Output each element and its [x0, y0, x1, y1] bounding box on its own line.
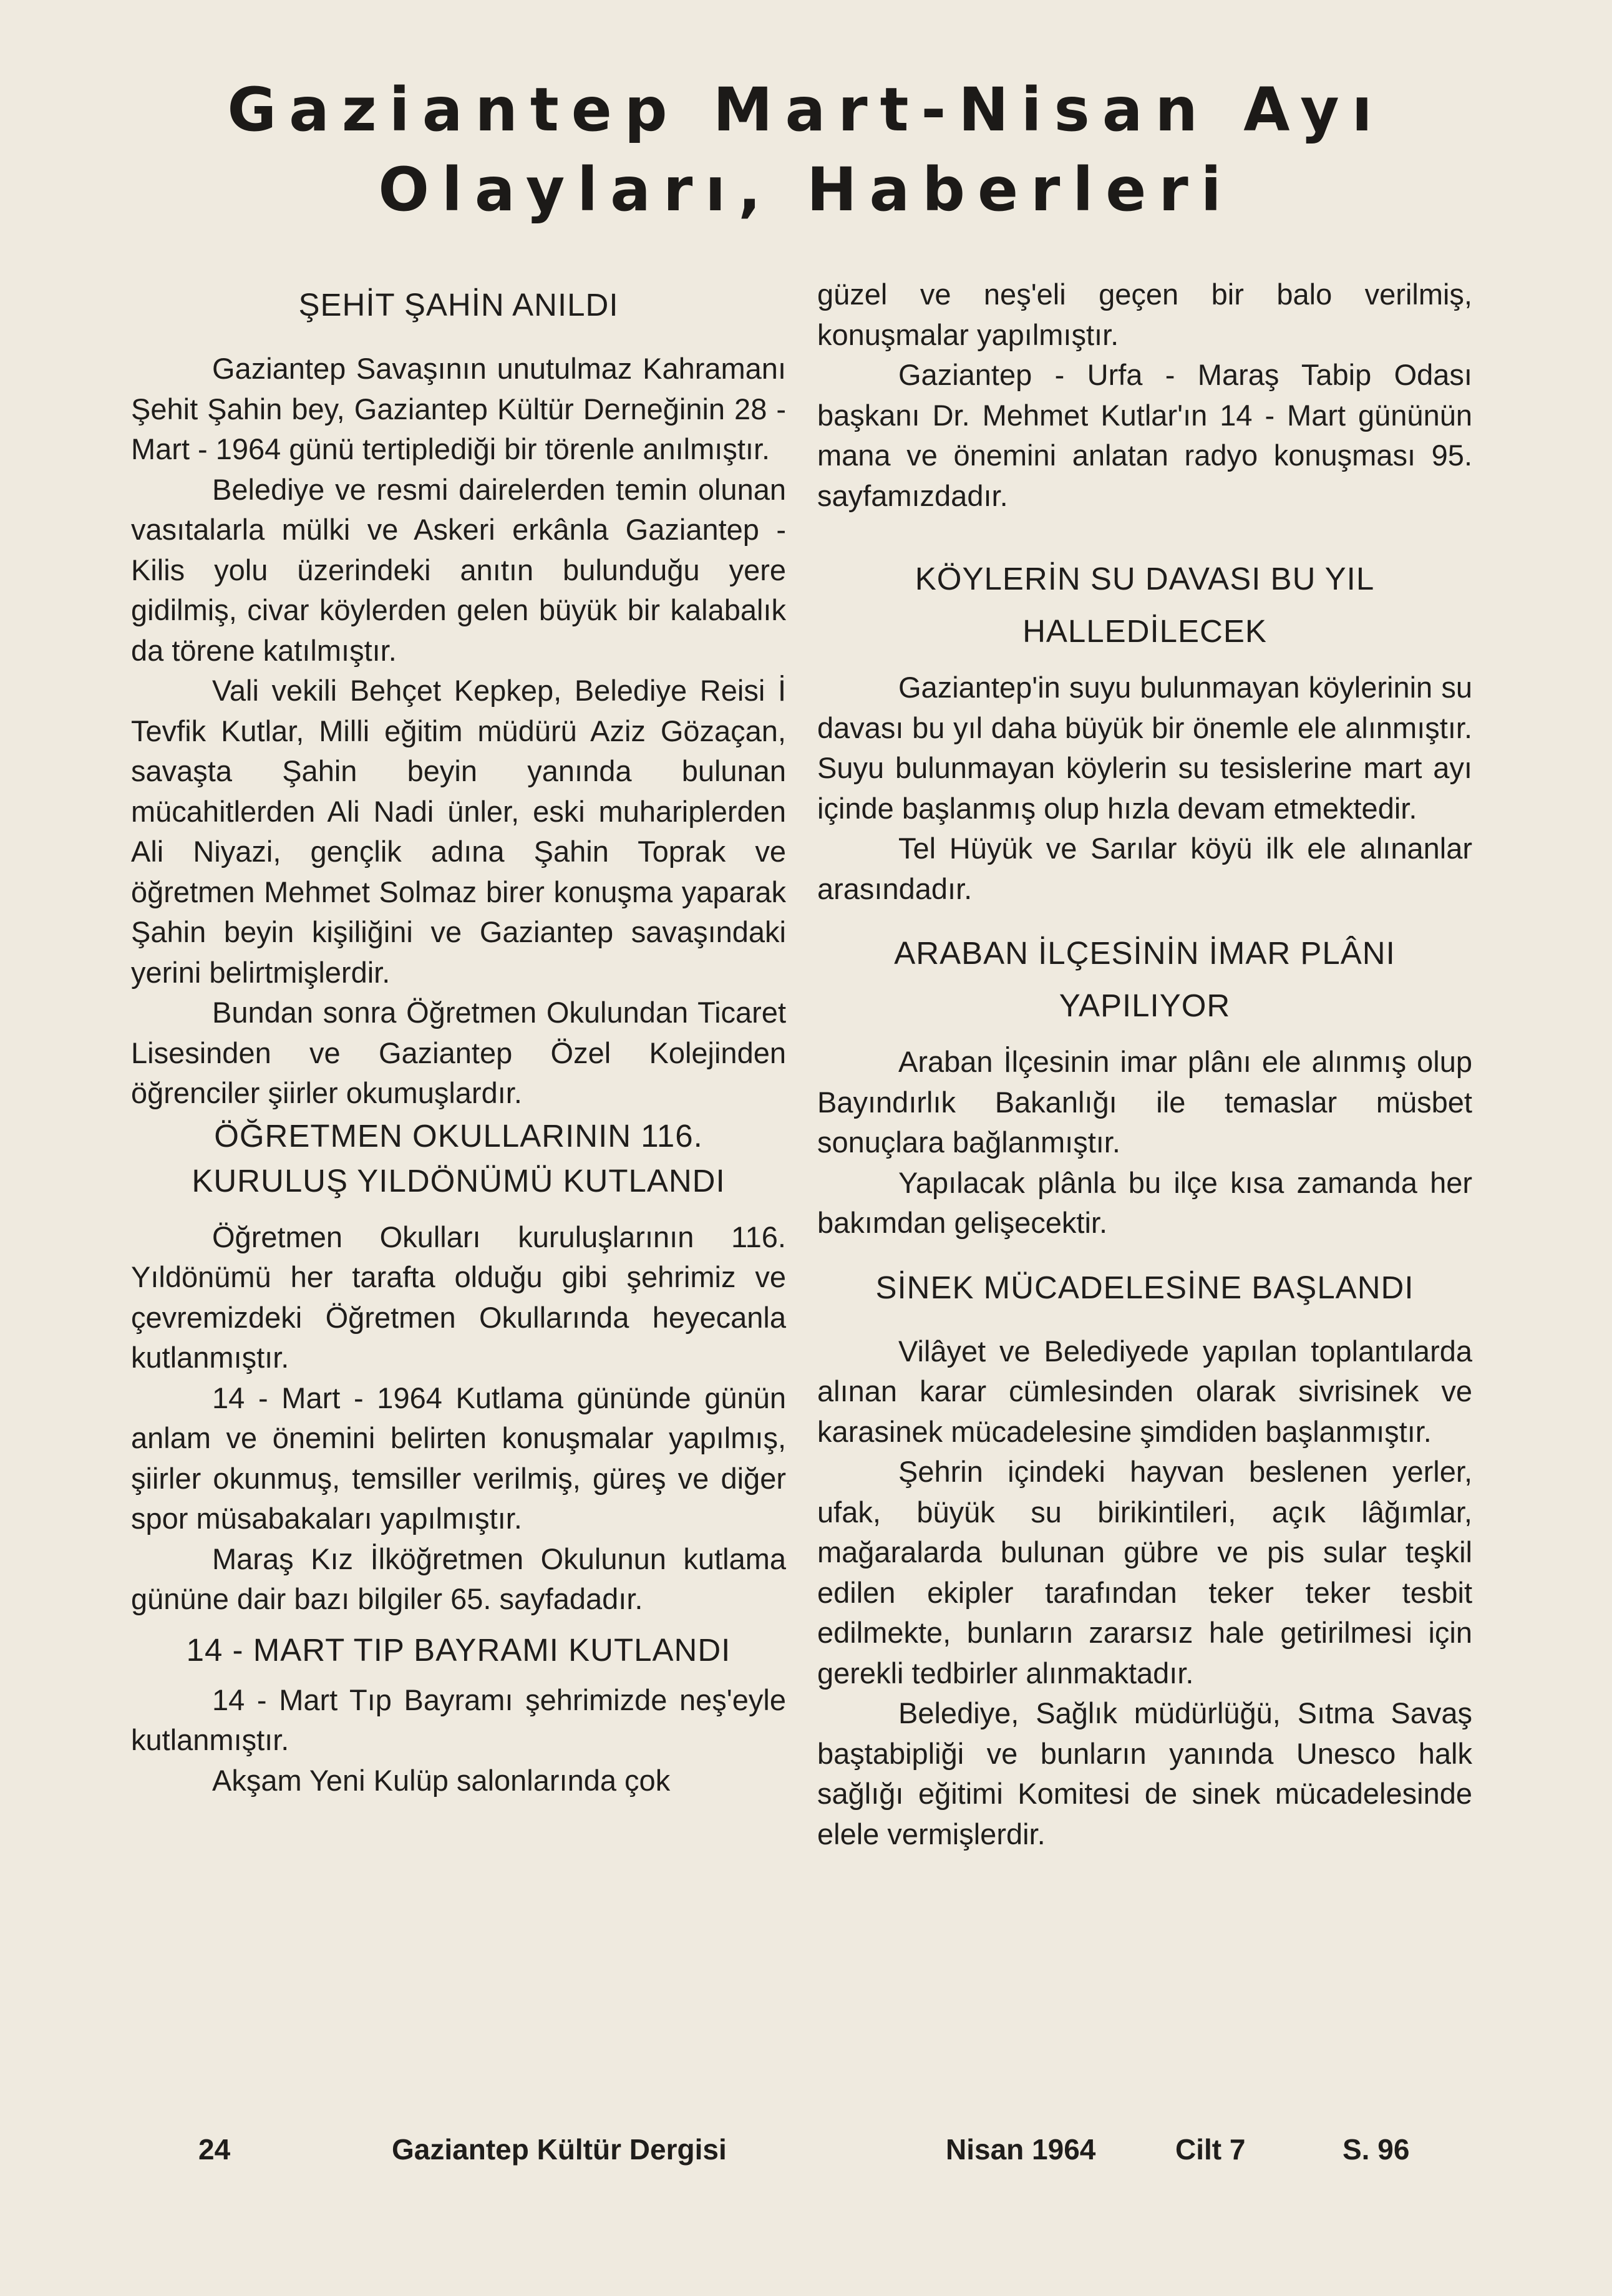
paragraph: Gaziantep Savaşının unutulmaz Kahramanı Şehit Şahin bey, Gaziantep Kültür Derneğinin 28 - Mart - 1964 günü tertiplediği bir törenle anılmıştır.: [131, 352, 786, 465]
heading-tip-bayrami: 14 - MART TIP BAYRAMI KUTLANDI: [186, 1632, 731, 1668]
paragraph: Akşam Yeni Kulüp salonlarında çok: [212, 1763, 671, 1797]
paragraph: Gaziantep - Urfa - Maraş Tabip Odası başkanı Dr. Mehmet Kutlar'ın 14 - Mart gününün mana ve önemini anlatan radyo konuşması 95. sayfamızdadır.: [817, 358, 1472, 512]
volume: Cilt 7: [1175, 2133, 1246, 2166]
paragraph: Belediye, Sağlık müdürlüğü, Sıtma Savaş baştabipliği ve bunların yanında Unesco halk sağlığı eğitimi Komitesi de sinek mücadelesinde elele vermişlerdir.: [817, 1696, 1472, 1851]
heading-ogretmen-okullari-2: KURULUŞ YILDÖNÜMÜ KUTLANDI: [192, 1162, 726, 1199]
page-footer: [0, 2133, 1612, 2170]
heading-sehit-sahin: ŞEHİT ŞAHİN ANILDI: [298, 287, 619, 323]
paragraph: Vilâyet ve Belediyede yapılan toplantılarda alınan karar cümlesinden olarak sivrisinek ve karasinek mücadelesine şimdiden başlanmıştır.: [817, 1334, 1472, 1448]
heading-koylerin-su-davasi-1: KÖYLERİN SU DAVASI BU YIL: [915, 561, 1375, 596]
page-title-line1: Gaziantep Mart-Nisan Ayı: [227, 75, 1385, 145]
magazine-name: Gaziantep Kültür Dergisi: [392, 2133, 727, 2166]
paragraph: Belediye ve resmi dairelerden temin olunan vasıtalarla mülki ve Askeri erkânla Gaziantep - Kilis yolu üzerindeki anıtın bulunduğu yere gidilmiş, civar köylerden gelen büyük bir kalabalık da törene katılmıştır.: [131, 472, 786, 667]
paragraph: 14 - Mart - 1964 Kutlama gününde günün anlam ve önemini belirten konuşmalar yapılmış, şiirler okunmuş, temsiller verilmiş, güreş ve diğer spor müsabakaları yapılmıştır.: [131, 1381, 786, 1535]
heading-ogretmen-okullari-1: ÖĞRETMEN OKULLARININ 116.: [214, 1117, 703, 1154]
heading-sinek-mucadelesi: SİNEK MÜCADELESİNE BAŞLANDI: [875, 1269, 1414, 1305]
right-column: [817, 275, 1472, 1854]
paragraph: Tel Hüyük ve Sarılar köyü ilk ele alınanlar arasındadır.: [817, 832, 1472, 905]
paragraph: Şehrin içindeki hayvan beslenen yerler, ufak, büyük su birikintileri, açık lâğımlar, mağaralarda bulunan gübre ve pis sular teşkil edilen ekipler tarafından teker teker tesbit edilmekte, bunların zararsız hale getirilmesi için gerekli tedbirler alınmaktadır.: [817, 1455, 1472, 1690]
paragraph: Bundan sonra Öğretmen Okulundan Ticaret Lisesinden ve Gaziantep Özel Kolejinden öğrenciler şiirler okumuşlardır.: [131, 996, 786, 1109]
paragraph: Vali vekili Behçet Kepkep, Belediye Reisi İ Tevfik Kutlar, Milli eğitim müdürü Aziz Gözaçan, savaşta Şahin beyin yanında bulunan mücahitlerden Ali Nadi ünler, eski muhariplerden Ali Niyazi, gençlik adına Şahin Toprak ve öğretmen Mehmet Solmaz birer konuşma yaparak Şahin beyin kişiliğini ve Gaziantep savaşındaki yerini belirtmişlerdir.: [131, 674, 786, 989]
page-title-line2: Olayları, Haberleri: [378, 155, 1234, 225]
paragraph: Gaziantep'in suyu bulunmayan köylerinin su davası bu yıl daha büyük bir önemle ele alınmıştır. Suyu bulunmayan köylerin su tesislerine mart ayı içinde başlanmış olup hızla devam etmektedir.: [817, 671, 1472, 825]
issue-date: Nisan 1964: [946, 2133, 1096, 2166]
paragraph: Yapılacak plânla bu ilçe kısa zamanda her bakımdan gelişecektir.: [817, 1165, 1472, 1239]
heading-araban-imar-1: ARABAN İLÇESİNİN İMAR PLÂNI: [894, 935, 1396, 971]
left-column: [131, 275, 786, 1801]
heading-araban-imar-2: YAPILIYOR: [1059, 988, 1231, 1023]
paragraph: Öğretmen Okulları kuruluşlarının 116. Yıldönümü her tarafta olduğu gibi şehrimiz ve çevremizdeki Öğretmen Okullarında heyecanla kutlanmıştır.: [131, 1220, 786, 1374]
issue-number: S. 96: [1343, 2133, 1410, 2166]
page-number: 24: [198, 2133, 231, 2166]
paragraph: Maraş Kız İlköğretmen Okulunun kutlama gününe dair bazı bilgiler 65. sayfadadır.: [131, 1542, 786, 1615]
paragraph: güzel ve neş'eli geçen bir balo verilmiş, konuşmalar yapılmıştır.: [817, 278, 1472, 351]
heading-koylerin-su-davasi-2: HALLEDİLECEK: [1022, 613, 1267, 649]
paragraph: Araban İlçesinin imar plânı ele alınmış olup Bayındırlık Bakanlığı ile temaslar müsbet sonuçlara bağlanmıştır.: [817, 1045, 1472, 1159]
paragraph: 14 - Mart Tıp Bayramı şehrimizde neş'eyle kutlanmıştır.: [131, 1683, 786, 1756]
